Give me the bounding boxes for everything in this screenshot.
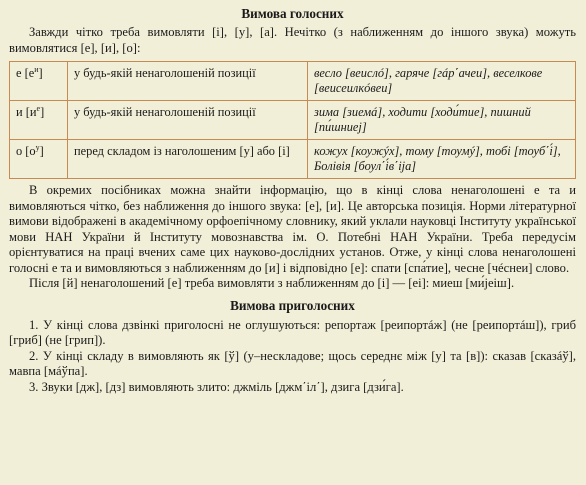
sound-cell: о $[о^у]$ (10, 140, 68, 179)
consonant-rule-3: 3. Звуки [дж], [дз] вимовляють злито: джміль [джм΄іл΄], дзига [дзи́га]. (29, 379, 404, 394)
table-row (10, 62, 576, 101)
section-title-consonants: Вимова приголосних (230, 297, 355, 313)
position-cell: у будь-якій ненаголошеній позиції (68, 62, 308, 101)
sound-cell: е $[е^и]$ (10, 62, 68, 101)
examples-cell: кожух [коужýх], тому [тоумý], тобі [тоуб΄і́], Болівія [боул΄і́в΄іја] (308, 140, 576, 179)
examples-cell: зима [зиемá], ходити [ходи́тие], пишний [пи́шниеј] (308, 101, 576, 140)
table-row (10, 140, 576, 179)
section-title-vowels: Вимова голосних (241, 6, 344, 21)
examples-cell: весло [веислó], гаряче [гáр΄ачеи], веселкове [веисеилкóвеи] (308, 62, 576, 101)
vowels-intro: Завжди чітко треба вимовляти [і], [у], [а]. Нечітко (з наближенням до іншого звука) можуть вимовлятися [е], [и], [о]: (9, 25, 576, 55)
consonant-rule-1: 1. У кінці слова дзвінкі приголосні не оглушуються: репортаж [реипортáж] (не [реипортáш]), гриб [гриб] (не [грип]). (9, 317, 576, 347)
consonant-rule-2: 2. У кінці складу в вимовляють як [ў] (у–нескладове; щось середнє між [у] та [в]): сказав [сказáў], мавпа [мáўпа]. (9, 348, 576, 378)
vowel-rules-table (9, 61, 576, 179)
position-cell: перед складом із наголошеним [у] або [і] (68, 140, 308, 179)
sound-cell: и $[и^е]$ (10, 101, 68, 140)
paragraph-after-j: Після [й] ненаголошений [е] треба вимовляти з наближенням до [і] — [еі]: миеш [ми́јеіш]. (29, 276, 515, 290)
table-row (10, 101, 576, 140)
paragraph-norms: В окремих посібниках можна знайти інформацію, що в кінці слова ненаголошені е та и вимовляються чітко, без наближення до іншого звука: [е], [и]. Це авторська позиція. Норми літературної вимови відображені в академічному орфоепічному словнику, який уклали науковці Інституту української мови НАН України й Інституту мовознавства ім. О. Потебні НАН України. Треба передусім орієнтуватися на праці вчених саме цих науково-дослідних установ. Отже, у кінці слова ненаголошені голосні е та и вимовляються з наближенням до [и] і відповідно [е]: спати [спа́тие], чесне [чéснеи] слово. (9, 183, 576, 275)
position-cell: у будь-якій ненаголошеній позиції (68, 101, 308, 140)
